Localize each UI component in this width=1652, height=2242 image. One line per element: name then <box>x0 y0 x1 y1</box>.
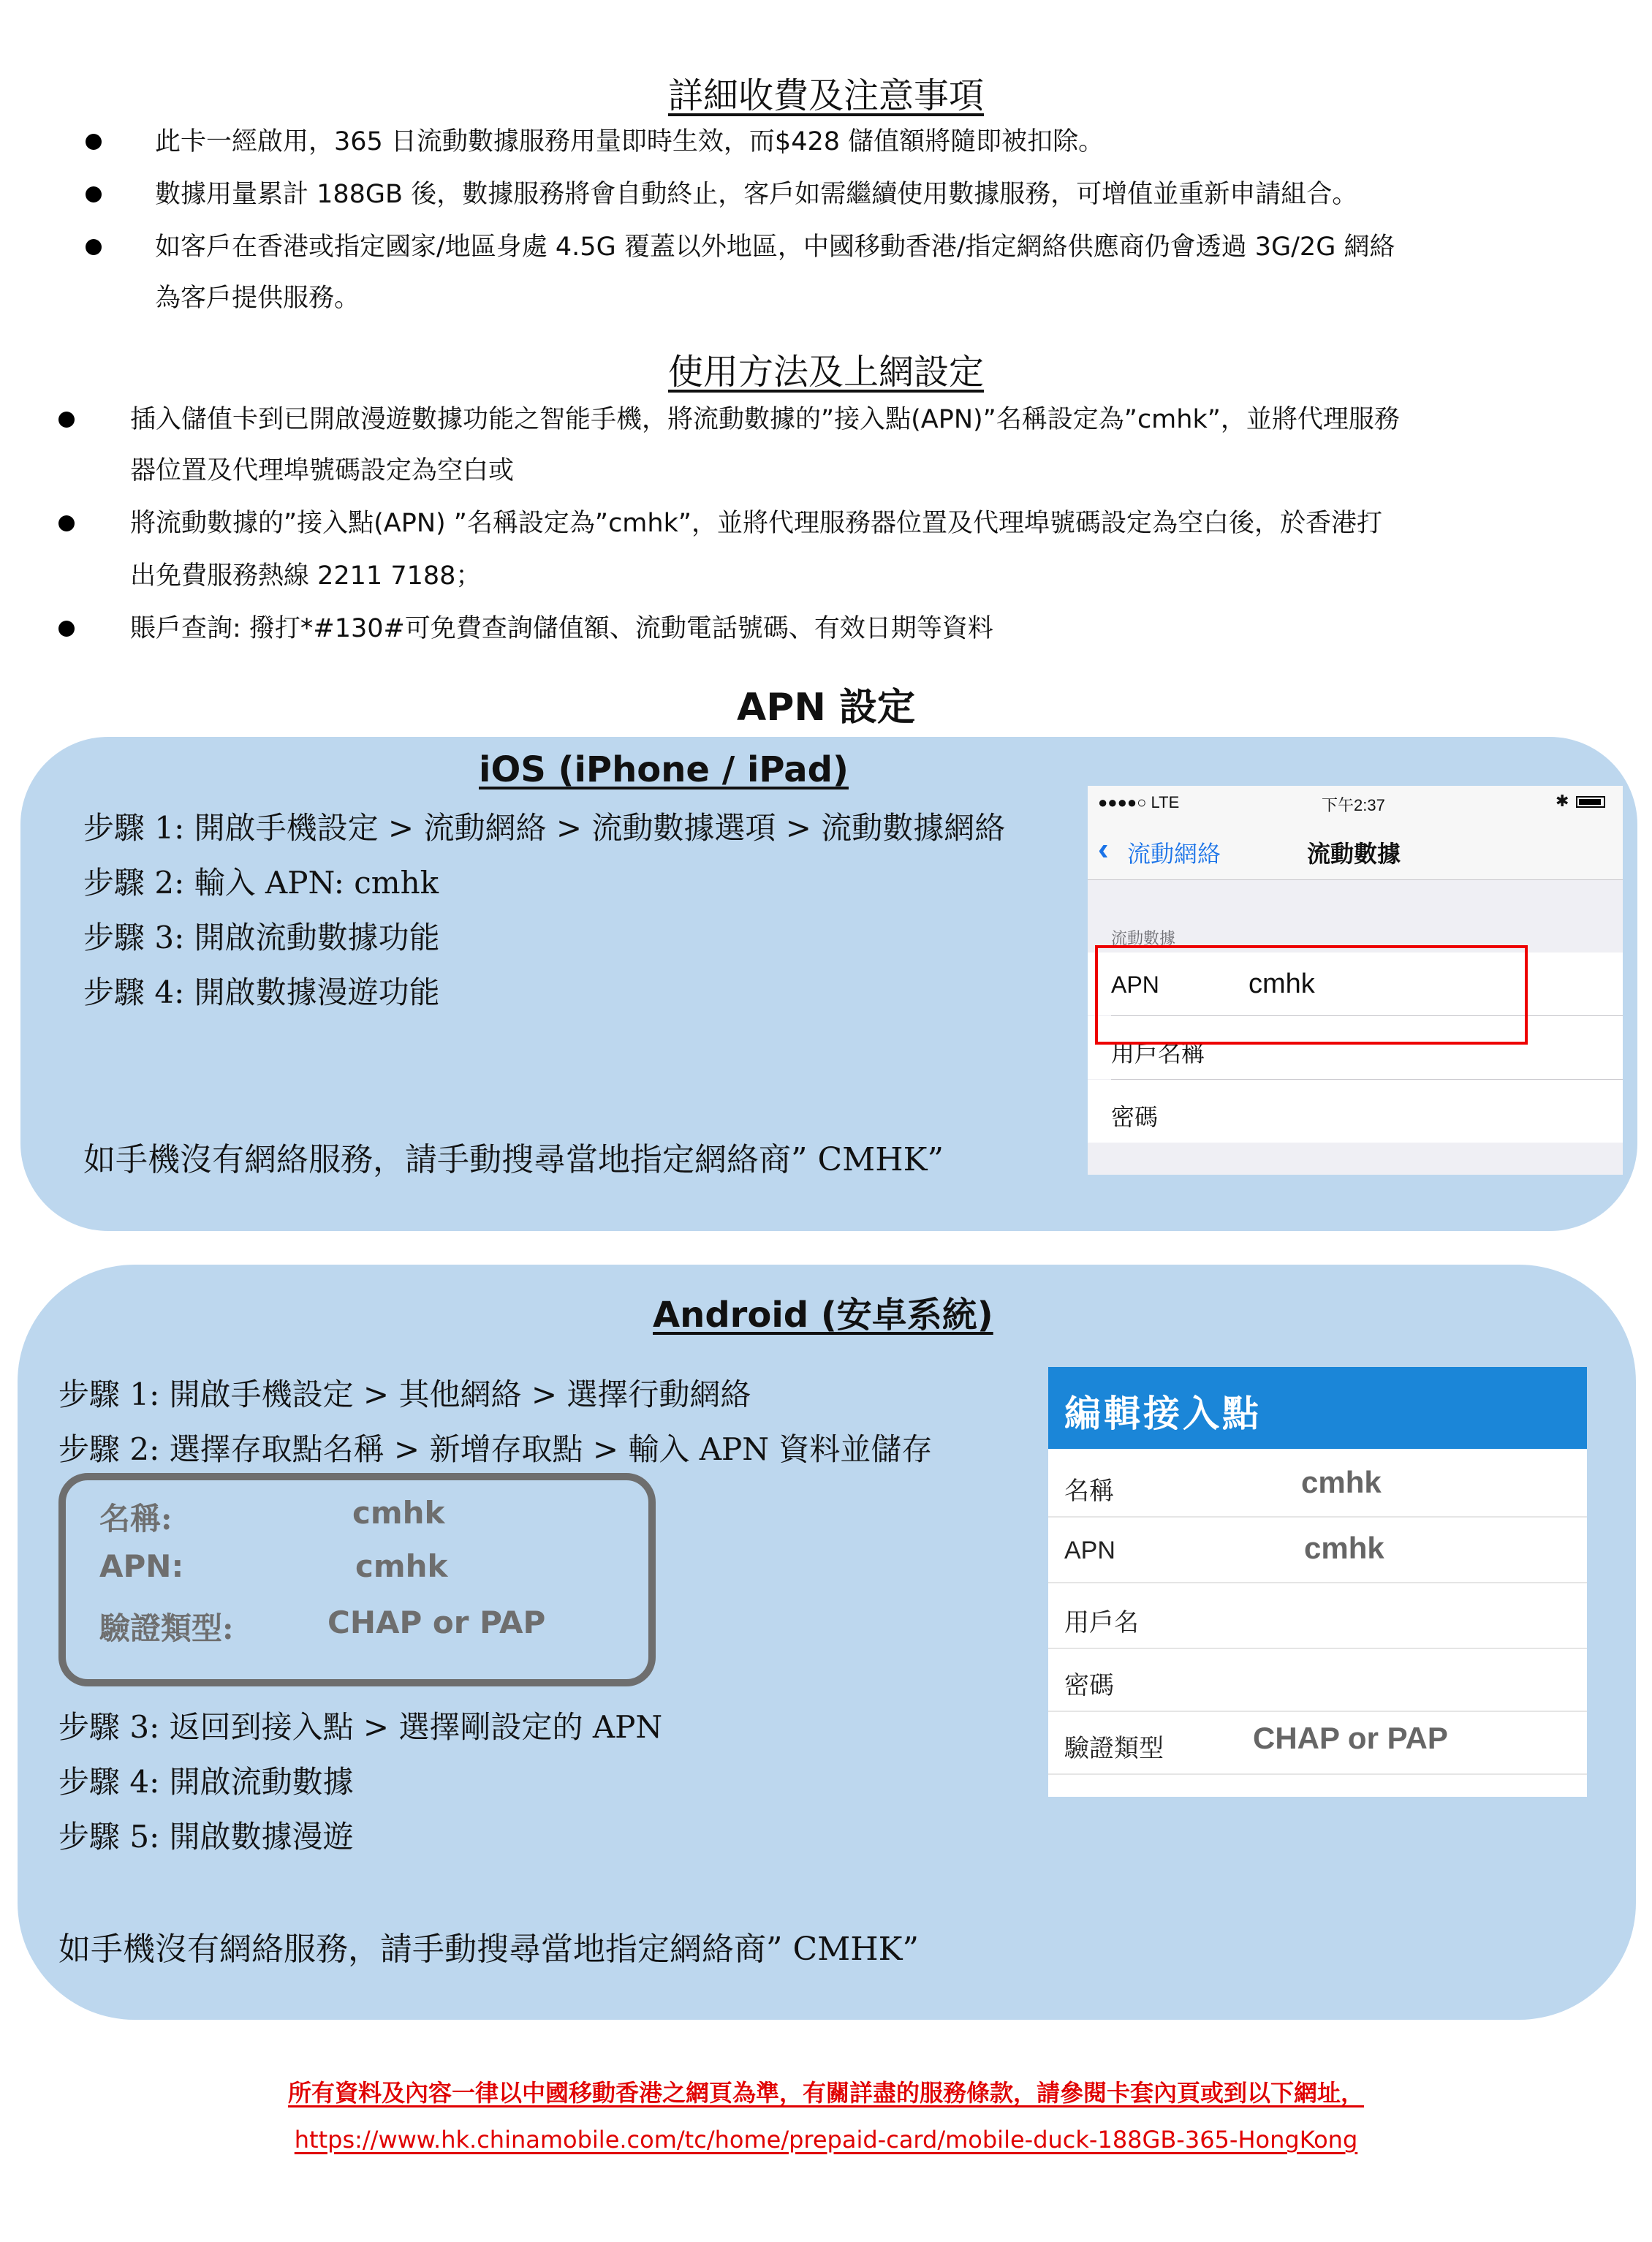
clock: 下午2:37 <box>1322 796 1385 814</box>
footer-notice <box>0 2075 1652 2108</box>
list-item <box>130 506 1621 541</box>
bullet-text: 器位置及代理埠號碼設定為空白或 <box>130 456 515 485</box>
bullet-text: 插入儲值卡到已開啟漫遊數據功能之智能手機，將流動數據的”接入點(APN)”名稱設定為”cmhk”，並將代理服務 <box>130 405 1400 434</box>
bluetooth-icon: ✱ <box>1556 792 1569 810</box>
footer-notice-text: 所有資料及內容一律以中國移動香港之網頁為準，有關詳盡的服務條款，請參閱卡套內頁或到以下網址， <box>287 2079 1364 2107</box>
list-item <box>155 230 1617 265</box>
row-value: cmhk <box>1301 1465 1382 1499</box>
bullet-text: 賬戶查詢: 撥打*#130#可免費查詢儲值額、流動電話號碼、有效日期等資料 <box>130 614 993 643</box>
battery-icon <box>1576 796 1605 808</box>
bullet-icon <box>58 621 75 637</box>
back-button[interactable]: 流動網絡 <box>1127 841 1221 867</box>
list-item <box>155 124 1617 159</box>
bullet-icon <box>58 515 75 531</box>
bullet-text: 將流動數據的”接入點(APN) ”名稱設定為”cmhk”，並將代理服務器位置及代理埠號碼設定為空白後，於香港打 <box>130 509 1382 538</box>
bullet-text: 為客戶提供服務。 <box>155 284 360 313</box>
android-row-username[interactable] <box>1048 1583 1587 1649</box>
back-chevron-icon[interactable]: ‹ <box>1098 831 1109 867</box>
ios-step-1: 步驟 1: 開啟手機設定 > 流動網絡 > 流動數據選項 > 流動數據網絡 <box>83 810 1006 846</box>
bullet-text: 出免費服務熱線 2211 7188； <box>130 561 482 591</box>
ios-step-2: 步驟 2: 輸入 APN: cmhk <box>83 865 439 901</box>
list-item <box>155 177 1617 212</box>
field-auth-value: CHAP or PAP <box>327 1605 546 1640</box>
nav-bar <box>1088 818 1623 880</box>
android-title: Android (安卓系統) <box>653 1295 993 1336</box>
row-value: CHAP or PAP <box>1253 1721 1448 1755</box>
apn-value: cmhk <box>1249 969 1315 999</box>
username-label: 用戶名稱 <box>1111 1040 1205 1067</box>
android-header-title: 編輯接入點 <box>1064 1393 1262 1434</box>
android-step-1: 步驟 1: 開啟手機設定 > 其他網絡 > 選擇行動網絡 <box>58 1376 751 1412</box>
ios-title: iOS (iPhone / iPad) <box>479 749 849 790</box>
android-step-5: 步驟 5: 開啟數據漫遊 <box>58 1819 354 1855</box>
list-item-continuation <box>130 453 1621 488</box>
bullet-text: 如客戶在香港或指定國家/地區身處 4.5G 覆蓋以外地區，中國移動香港/指定網絡供應商仍會透過 3G/2G 網絡 <box>155 232 1395 262</box>
status-bar <box>1088 786 1623 818</box>
bullet-icon <box>58 412 75 428</box>
android-step-3: 步驟 3: 返回到接入點 > 選擇剛設定的 APN <box>58 1709 663 1745</box>
android-row-auth[interactable] <box>1048 1709 1587 1775</box>
bullet-text: 此卡一經啟用，365 日流動數據服務用量即時生效，而$428 儲值額將隨即被扣除。 <box>155 127 1105 156</box>
bullet-icon <box>86 239 102 255</box>
list-item <box>130 402 1621 437</box>
apn-title: APN 設定 <box>737 686 915 730</box>
footer-url-line <box>0 2126 1652 2154</box>
ios-note: 如手機沒有網絡服務，請手動搜尋當地指定網絡商” CMHK” <box>83 1141 944 1178</box>
bullet-text: 數據用量累計 188GB 後，數據服務將會自動終止，客戶如需繼續使用數據服務，可增值並重新申請組合。 <box>155 180 1358 209</box>
field-name-label: 名稱: <box>99 1501 173 1537</box>
carrier-label: ●●●●○ LTE <box>1098 793 1180 811</box>
row-label: 用戶名 <box>1064 1609 1139 1637</box>
row-label: 密碼 <box>1064 1672 1114 1700</box>
highlight-box <box>1095 945 1528 1045</box>
row-label: 名稱 <box>1064 1477 1114 1505</box>
charges-title: 詳細收費及注意事項 <box>667 75 984 116</box>
android-step-2: 步驟 2: 選擇存取點名稱 > 新增存取點 > 輸入 APN 資料並儲存 <box>58 1431 933 1467</box>
ios-phone-screenshot <box>1088 786 1623 1175</box>
android-row-apn[interactable] <box>1048 1518 1587 1583</box>
field-apn-value: cmhk <box>355 1548 448 1584</box>
field-apn-label: APN: <box>99 1548 184 1584</box>
android-row-name[interactable] <box>1048 1452 1587 1518</box>
apn-label: APN <box>1111 972 1159 998</box>
android-header <box>1048 1367 1587 1449</box>
section-header: 流動數據 <box>1111 929 1176 947</box>
row-label: 驗證類型 <box>1064 1735 1164 1762</box>
password-row[interactable] <box>1088 1080 1623 1143</box>
field-name-value: cmhk <box>352 1495 445 1531</box>
list-item-continuation <box>155 281 1617 316</box>
footer-url-link[interactable]: https://www.hk.chinamobile.com/tc/home/prepaid-card/mobile-duck-188GB-365-HongKong <box>294 2126 1358 2154</box>
list-item <box>130 611 1621 646</box>
usage-title: 使用方法及上網設定 <box>667 352 984 393</box>
password-label: 密碼 <box>1111 1104 1159 1130</box>
bullet-icon <box>86 134 102 150</box>
ios-step-3: 步驟 3: 開啟流動數據功能 <box>83 920 440 955</box>
android-note: 如手機沒有網絡服務，請手動搜尋當地指定網絡商” CMHK” <box>58 1931 919 1968</box>
ios-step-4: 步驟 4: 開啟數據漫遊功能 <box>83 974 440 1010</box>
android-step-4: 步驟 4: 開啟流動數據 <box>58 1764 354 1800</box>
android-row-password[interactable] <box>1048 1646 1587 1712</box>
field-auth-label: 驗證類型: <box>99 1610 234 1646</box>
row-label: APN <box>1064 1537 1115 1564</box>
android-phone-screenshot <box>1048 1367 1587 1797</box>
row-value: cmhk <box>1304 1531 1384 1565</box>
screen-title: 流動數據 <box>1307 841 1401 867</box>
bullet-icon <box>86 186 102 202</box>
list-item-continuation <box>130 558 1621 594</box>
